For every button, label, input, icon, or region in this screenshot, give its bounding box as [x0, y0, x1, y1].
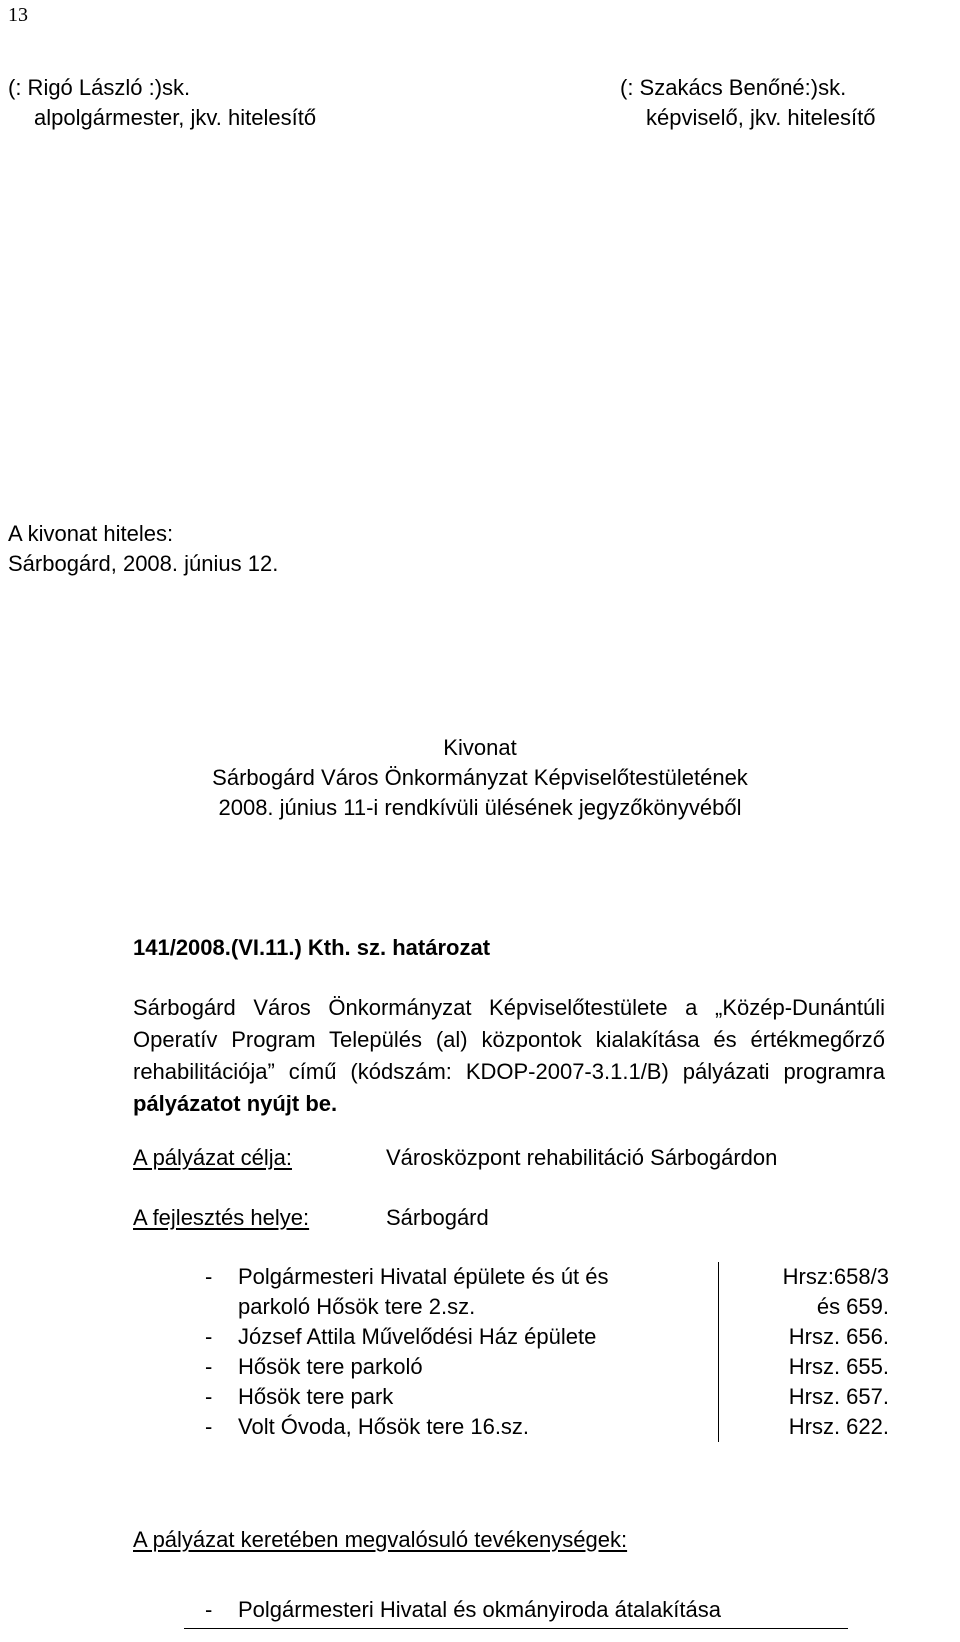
location-name: Volt Óvoda, Hősök tere 16.sz.	[238, 1414, 530, 1439]
certification-label: A kivonat hiteles:	[8, 521, 174, 546]
excerpt-title: Kivonat	[443, 735, 517, 760]
parcel-number-line: Hrsz:658/3	[782, 1264, 889, 1289]
resolution-body	[133, 992, 885, 1120]
location-name	[238, 1262, 719, 1322]
table-row	[205, 1262, 895, 1322]
certification-place-date: Sárbogárd, 2008. június 12.	[8, 551, 279, 576]
table-row	[205, 1322, 895, 1352]
row-dash: -	[205, 1324, 213, 1349]
locations-table	[205, 1262, 895, 1442]
goal-label: A pályázat célja:	[133, 1145, 292, 1170]
location-value: Sárbogárd	[386, 1205, 489, 1230]
page-number: 13	[8, 4, 28, 26]
parcel-number: Hrsz. 655.	[719, 1352, 896, 1382]
signature-left-name: (: Rigó László :)sk.	[8, 75, 191, 100]
parcel-number: Hrsz. 622.	[719, 1412, 896, 1442]
signature-left-role: alpolgármester, jkv. hitelesítő	[34, 105, 317, 130]
parcel-number	[719, 1262, 896, 1322]
activities-label: A pályázat keretében megvalósuló tevékenységek:	[133, 1527, 628, 1552]
row-dash: -	[205, 1384, 213, 1409]
location-name-line: Polgármesteri Hivatal épülete és út és	[238, 1264, 609, 1289]
table-row	[205, 1412, 895, 1442]
parcel-number: Hrsz. 656.	[719, 1322, 896, 1352]
excerpt-source: 2008. június 11-i rendkívüli ülésének jegyzőkönyvéből	[218, 795, 742, 820]
activity-dash: -	[205, 1597, 213, 1622]
resolution-body-text: Sárbogárd Város Önkormányzat Képviselőtestülete a „Közép-Dunántúli Operatív Program Település (al) központok kialakítása és értékmegőrző rehabilitációja” című (kódszám: KDOP-2007-3.1.1/B) pályázati programra	[133, 995, 885, 1084]
signature-right-name: (: Szakács Benőné:)sk.	[620, 75, 847, 100]
table-bottom-border	[184, 1628, 848, 1629]
table-row	[205, 1352, 895, 1382]
excerpt-body-name: Sárbogárd Város Önkormányzat Képviselőtestületének	[212, 765, 748, 790]
location-name: Hősök tere park	[238, 1384, 394, 1409]
location-name-line: parkoló Hősök tere 2.sz.	[238, 1294, 476, 1319]
activity-item: Polgármesteri Hivatal és okmányiroda átalakítása	[238, 1597, 722, 1622]
resolution-body-decision: pályázatot nyújt be.	[133, 1091, 338, 1116]
table-row	[205, 1382, 895, 1412]
row-dash: -	[205, 1264, 213, 1289]
signature-right-role: képviselő, jkv. hitelesítő	[646, 105, 876, 130]
row-dash: -	[205, 1414, 213, 1439]
row-dash: -	[205, 1354, 213, 1379]
location-label: A fejlesztés helye:	[133, 1205, 310, 1230]
goal-value: Városközpont rehabilitáció Sárbogárdon	[386, 1145, 778, 1170]
resolution-title: 141/2008.(VI.11.) Kth. sz. határozat	[133, 935, 491, 960]
parcel-number-line: és 659.	[816, 1294, 889, 1319]
location-name: Hősök tere parkoló	[238, 1354, 423, 1379]
parcel-number: Hrsz. 657.	[719, 1382, 896, 1412]
location-name: József Attila Művelődési Ház épülete	[238, 1324, 597, 1349]
